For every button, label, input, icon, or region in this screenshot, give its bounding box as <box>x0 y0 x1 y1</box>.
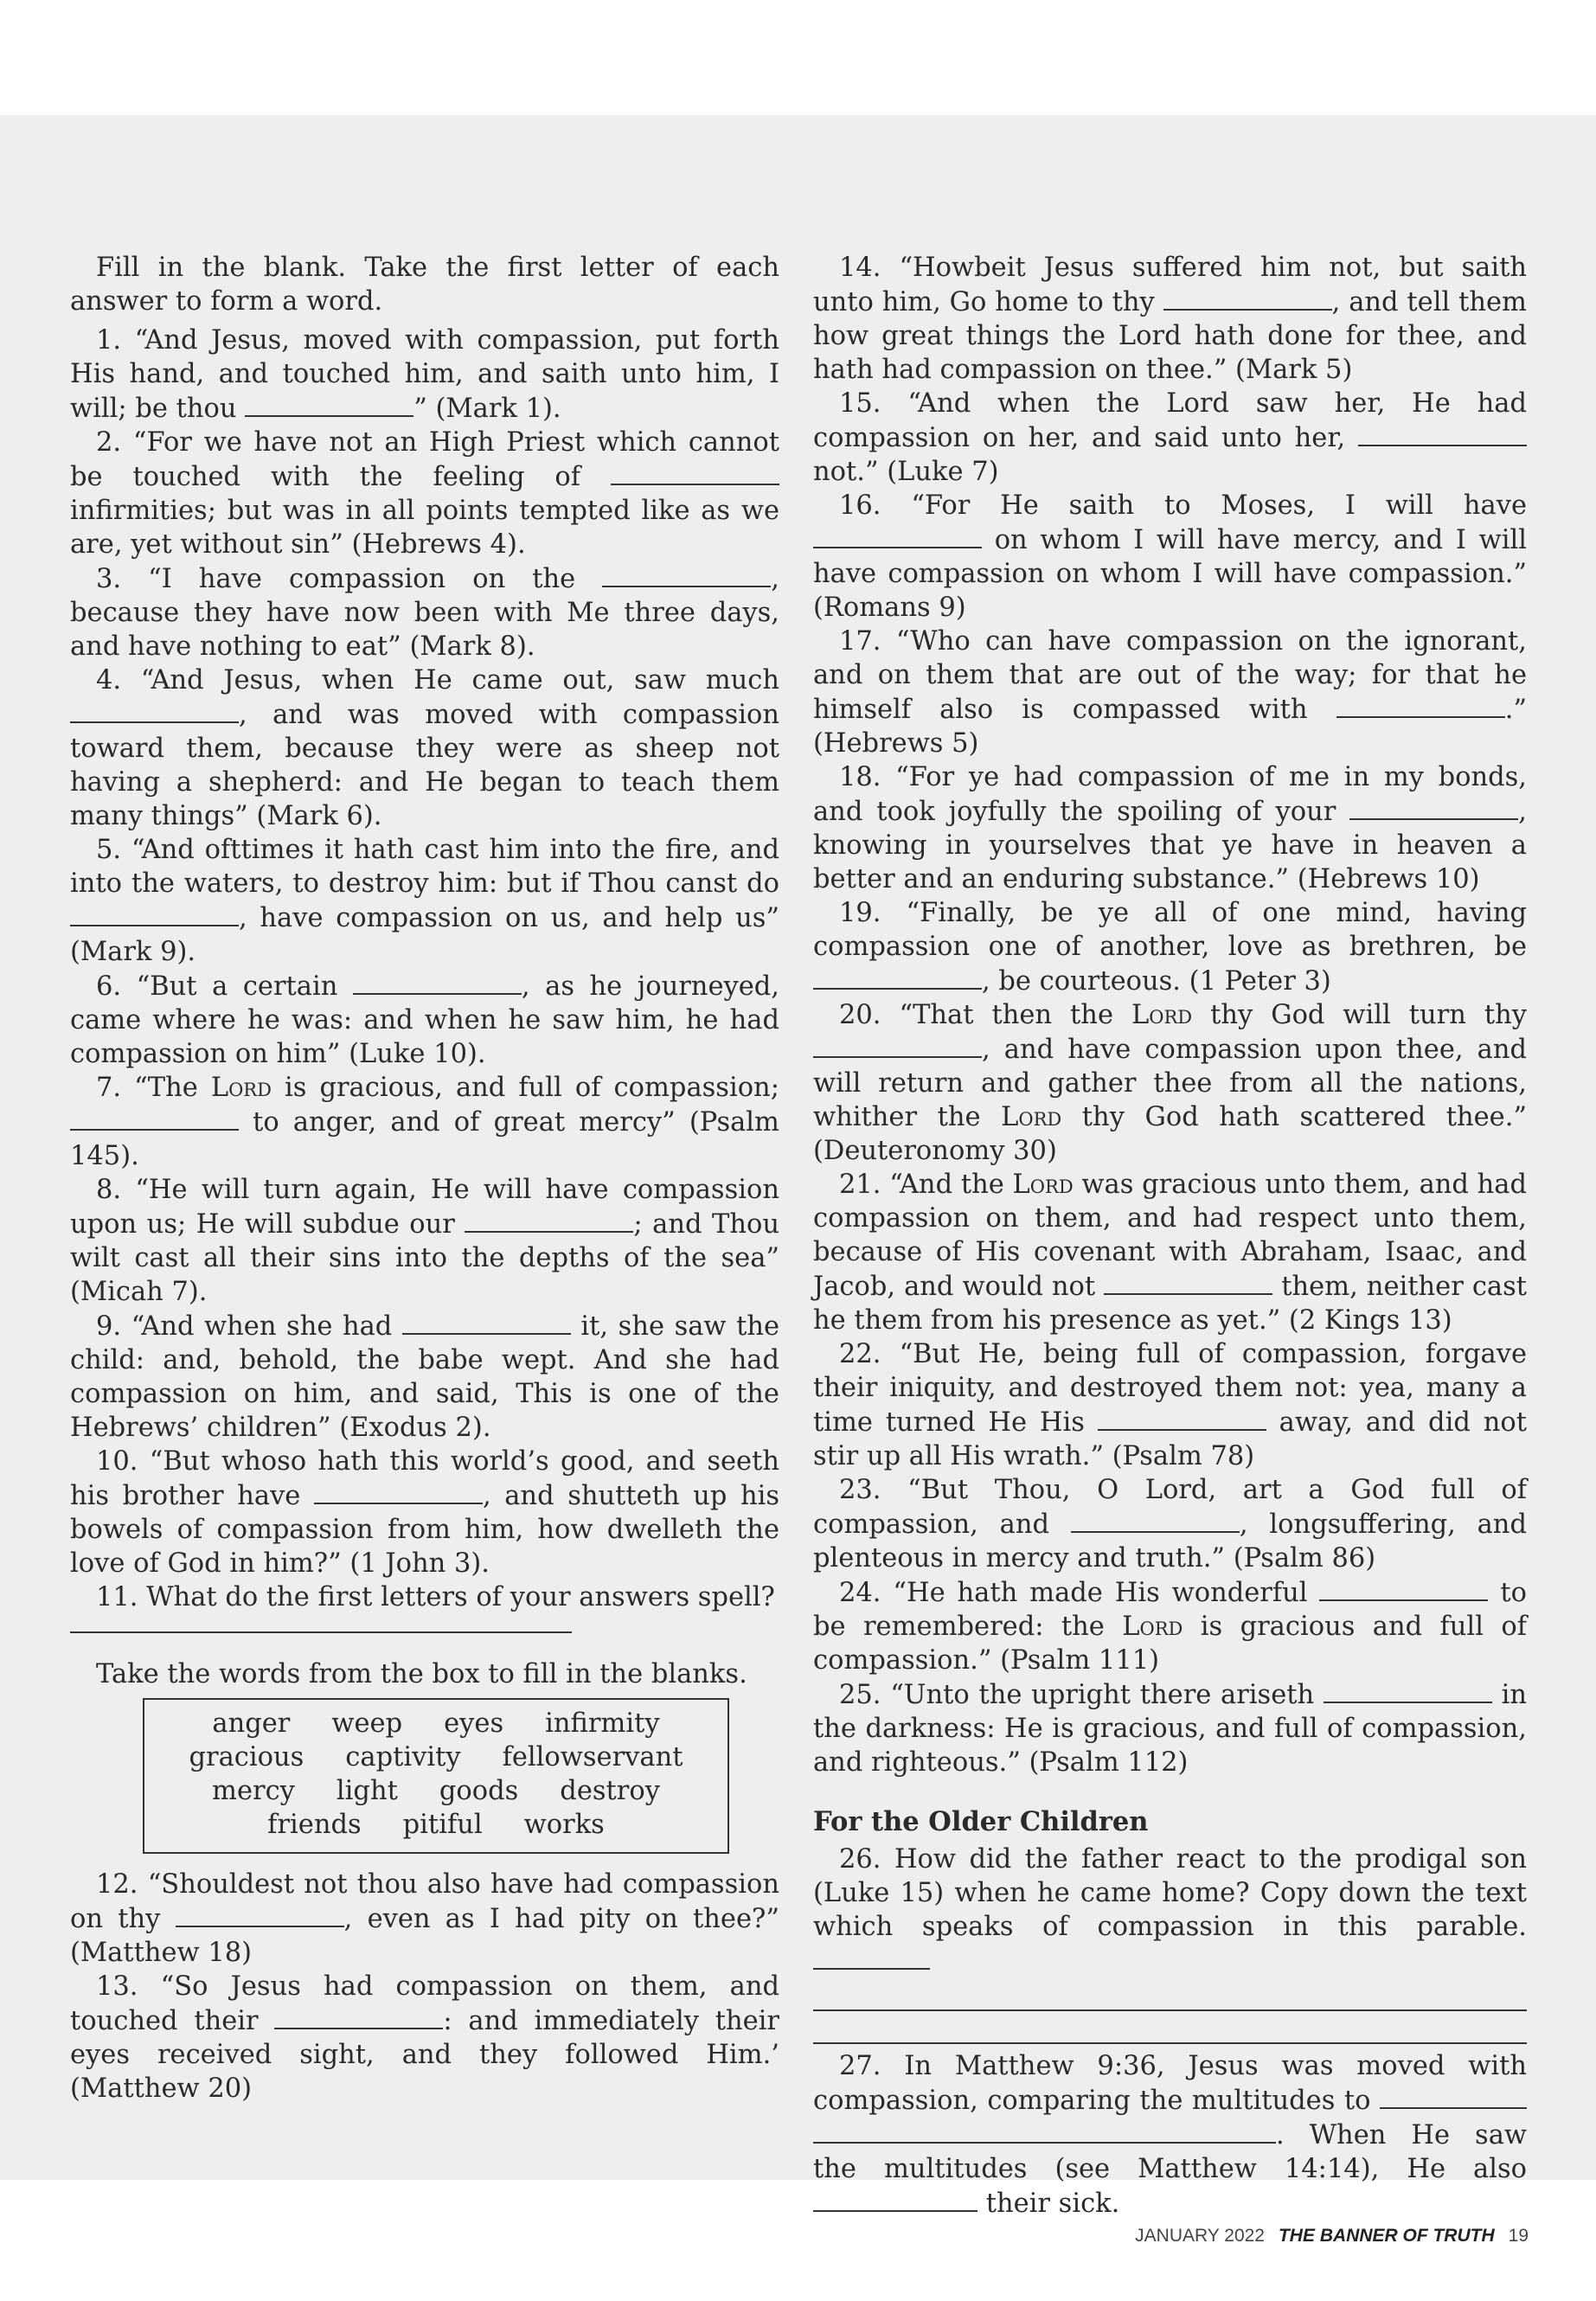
answer-blank[interactable] <box>245 391 413 417</box>
answer-blank[interactable] <box>70 1105 239 1131</box>
question-4: 4. “And Jesus, when He came out, saw much , and was moved with compassion toward them, because they were as sheep not having a shepherd: and He began to teach them many things” (Mark 6). <box>70 665 779 831</box>
section-heading: For the Older Children <box>813 1806 1149 1837</box>
answer-blank[interactable] <box>70 901 239 926</box>
word: mercy <box>212 1776 295 1806</box>
answer-blank[interactable] <box>402 1309 571 1335</box>
word-box <box>143 1698 729 1854</box>
spell-answer-line[interactable] <box>70 1621 572 1633</box>
question-6: 6. “But a certain , as he journeyed, came where he was: and when he saw him, he had compassion on him” (Luke 10). <box>70 969 779 1071</box>
word: eyes <box>444 1708 504 1739</box>
answer-blank[interactable] <box>813 2118 1276 2144</box>
answer-blank[interactable] <box>813 964 982 990</box>
question-8: 8. “He will turn again, He will have compassion upon us; He will subdue our ; and Thou wilt cast all their sins into the depths of the sea” (Micah 7). <box>70 1175 779 1307</box>
question-21: 21. “And the Lord was gracious unto them, and had compassion on them, and had respect unto them, because of His covenant with Abraham, Isaac, and Jacob, and would not them, neither cast he them from his presence as yet.” (2 Kings 13) <box>813 1170 1528 1336</box>
question-25: 25. “Unto the upright there ariseth in the darkness: He is gracious, and full of compassion, and righteous.” (Psalm 112) <box>813 1677 1527 1779</box>
word: fellowservant <box>502 1742 683 1772</box>
answer-line[interactable] <box>813 2011 1527 2044</box>
answer-blank[interactable] <box>1324 1677 1492 1703</box>
word: goods <box>439 1776 519 1806</box>
word: anger <box>212 1708 291 1739</box>
answer-blank[interactable] <box>70 697 239 723</box>
magazine-page <box>0 115 1596 2246</box>
word: pitiful <box>402 1810 483 1840</box>
issue-date: JANUARY 2022 <box>1135 2226 1265 2246</box>
answer-blank[interactable] <box>1380 2083 1527 2109</box>
question-13: 13. “So Jesus had compassion on them, and touched their : and immediately their eyes received sight, and they followed Him.’ (Matthew 20) <box>70 1971 779 2104</box>
question-20: 20. “That then the Lord thy God will turn thy , and have compassion upon thee, and will return and gather thee from all the nations, whither the Lord thy God hath scattered thee.” (Deuteronomy 30) <box>813 1000 1528 1166</box>
answer-blank[interactable] <box>1336 692 1505 718</box>
answer-blank[interactable] <box>602 561 771 587</box>
question-17: 17. “Who can have compassion on the ignorant, and on them that are out of the way; for that he himself also is compassed with .” (Hebrews 5) <box>813 626 1528 759</box>
page-footer <box>1135 2226 1529 2247</box>
word: captivity <box>345 1742 461 1772</box>
question-19: 19. “Finally, be ye all of one mind, having compassion one of another, love as brethren, be , be courteous. (1 Peter 3) <box>813 898 1527 997</box>
question-26: 26. How did the father react to the prodigal son (Luke 15) when he came home? Copy down the text which speaks of compassion in this parable. <box>813 1843 1527 1978</box>
answer-blank[interactable] <box>1358 420 1527 446</box>
word: weep <box>331 1708 403 1739</box>
answer-blank[interactable] <box>1319 1575 1488 1601</box>
answer-blank[interactable] <box>813 2186 977 2212</box>
word: infirmity <box>545 1708 660 1739</box>
question-7: 7. “The Lord is gracious, and full of compassion; to anger, and of great mercy” (Psalm 145). <box>70 1073 779 1171</box>
question-14: 14. “Howbeit Jesus suffered him not, but saith unto him, Go home to thy , and tell them how great things the Lord hath done for thee, and hath had compassion on thee.” (Mark 5) <box>813 253 1527 385</box>
word: light <box>336 1776 398 1806</box>
word-box-instructions: Take the words from the box to fill in the blanks. <box>96 1659 747 1689</box>
answer-blank[interactable] <box>1071 1507 1240 1533</box>
answer-blank[interactable] <box>314 1478 483 1504</box>
word: gracious <box>189 1742 304 1772</box>
answer-blank[interactable] <box>813 522 982 548</box>
answer-blank[interactable] <box>1163 285 1332 311</box>
question-10: 10. “But whoso hath this world’s good, and seeth his brother have , and shutteth up his bowels of compassion from him, how dwelleth the love of God in him?” (1 John 3). <box>70 1446 779 1579</box>
answer-line[interactable] <box>813 1978 1527 2011</box>
answer-blank[interactable] <box>1349 794 1518 820</box>
magazine-title: THE BANNER OF TRUTH <box>1278 2226 1495 2246</box>
question-9: 9. “And when she had it, she saw the child: and, behold, the babe wept. And she had compassion on him, and said, This is one of the Hebrews’ children” (Exodus 2). <box>70 1309 779 1445</box>
question-5: 5. “And ofttimes it hath cast him into the fire, and into the waters, to destroy him: but if Thou canst do , have compassion on us, and help us” (Mark 9). <box>70 835 779 967</box>
answer-blank[interactable] <box>274 2003 443 2029</box>
word-box-row <box>153 1774 719 1808</box>
question-1: 1. “And Jesus, moved with compassion, put forth His hand, and touched him, and saith unto him, I will; be thou ” (Mark 1). <box>70 325 779 424</box>
right-column <box>813 251 1527 2221</box>
question-16: 16. “For He saith to Moses, I will have on whom I will have mercy, and I will have compassion on whom I will have compassion.” (Romans 9) <box>813 490 1527 623</box>
question-2: 2. “For we have not an High Priest which cannot be touched with the feeling of infirmities; but was in all points tempted like as we are, yet without sin” (Hebrews 4). <box>70 427 779 560</box>
question-3: 3. “I have compassion on the , because they have now been with Me three days, and have nothing to eat” (Mark 8). <box>70 561 779 663</box>
answer-blank[interactable] <box>1098 1405 1266 1431</box>
question-24: 24. “He hath made His wonderful to be remembered: the Lord is gracious and full of compassion.” (Psalm 111) <box>813 1575 1527 1677</box>
answer-blank[interactable] <box>353 969 522 995</box>
left-column <box>70 251 779 2106</box>
word-box-row <box>153 1808 719 1842</box>
answer-blank[interactable] <box>813 1032 982 1058</box>
word-box-row <box>153 1707 719 1740</box>
word: works <box>523 1810 605 1840</box>
page-number: 19 <box>1508 2226 1529 2246</box>
answer-blank[interactable] <box>176 1901 344 1927</box>
word: friends <box>267 1810 362 1840</box>
question-15: 15. “And when the Lord saw her, He had compassion on her, and said unto her, not.” (Luke 7) <box>813 388 1527 487</box>
word: destroy <box>560 1776 660 1806</box>
question-23: 23. “But Thou, O Lord, art a God full of compassion, and , longsuffering, and plenteous in mercy and truth.” (Psalm 86) <box>813 1475 1527 1574</box>
question-11: 11. What do the first letters of your answers spell? <box>96 1582 775 1612</box>
instructions: Fill in the blank. Take the first letter of each answer to form a word. <box>70 253 779 317</box>
answer-blank[interactable] <box>1104 1269 1272 1295</box>
question-18: 18. “For ye had compassion of me in my bonds, and took joyfully the spoiling of your , knowing in yourselves that ye have in heaven a better and an enduring substance.” (Hebrews 10) <box>813 762 1527 894</box>
word-box-row <box>153 1740 719 1774</box>
answer-blank[interactable] <box>813 1944 930 1970</box>
answer-blank[interactable] <box>611 459 779 485</box>
question-12: 12. “Shouldest not thou also have had compassion on thy , even as I had pity on thee?” (Matthew 18) <box>70 1869 779 1968</box>
question-22: 22. “But He, being full of compassion, forgave their iniquity, and destroyed them not: yea, many a time turned He His away, and did not stir up all His wrath.” (Psalm 78) <box>813 1339 1527 1471</box>
answer-blank[interactable] <box>465 1207 633 1233</box>
question-27: 27. In Matthew 9:36, Jesus was moved with compassion, comparing the multitudes to . When He saw the multitudes (see Matthew 14:14), He also their sick. <box>813 2051 1527 2219</box>
